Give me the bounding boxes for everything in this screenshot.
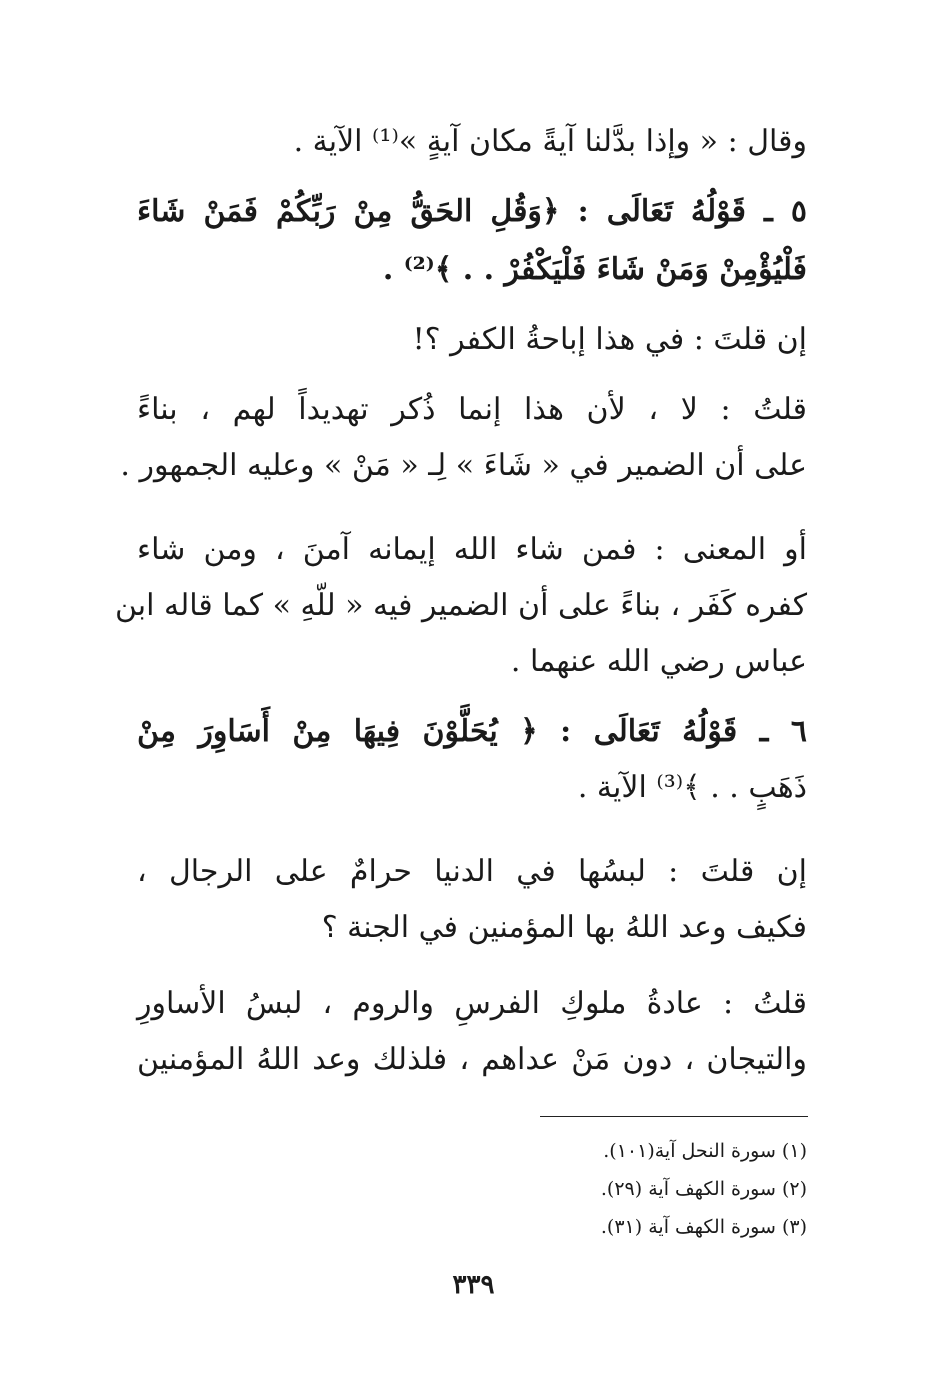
verse-heading-6-line-1: ٦ ـ قَوْلُهُ تَعَالَى : ﴿ يُحَلَّوْنَ فِيهَا مِنْ أَسَاوِرَ مِنْ xyxy=(137,714,807,749)
meaning-line-1: أو المعنى : فمن شاء الله إيمانه آمنَ ، ومن شاء xyxy=(137,532,807,567)
meaning-line-2: كفره كَفَر ، بناءً على أن الضمير فيه « للّهِ » كما قاله ابن xyxy=(114,588,807,623)
footnote-divider xyxy=(540,1116,808,1117)
answer-line-1: قلتُ : لا ، لأن هذا إنما ذُكر تهديداً لهم ، بناءً xyxy=(137,392,807,427)
verse-heading-6-line-2: ذَهَبٍ . . ﴾⁽³⁾ الآية . xyxy=(577,770,807,805)
answer-2-line-1: قلتُ : عادةُ ملوكِ الفرسِ والروم ، لبسُ الأساورِ xyxy=(137,986,807,1021)
verse-heading-5-line-1: ٥ ـ قَوْلُهُ تَعَالَى : ﴿وَقُلِ الحَقُّ مِنْ رَبِّكُمْ فَمَنْ شَاءَ xyxy=(137,194,807,229)
question-2-line-1: إن قلتَ : لبسُها في الدنيا حرامٌ على الرجال ، xyxy=(137,854,807,889)
text-line-1: وقال : « وإذا بدَّلنا آيةً مكان آيةٍ »⁽¹⁾ الآية . xyxy=(293,124,807,159)
answer-2-line-2: والتيجان ، دون مَنْ عداهم ، فلذلك وعد اللهُ المؤمنين xyxy=(137,1042,807,1077)
footnote-2: (٢) سورة الكهف آية (٢٩). xyxy=(600,1178,807,1200)
answer-line-2: على أن الضمير في « شَاءَ » لِـ « مَنْ » وعليه الجمهور . xyxy=(120,448,807,483)
footnote-3: (٣) سورة الكهف آية (٣١). xyxy=(600,1216,807,1238)
verse-heading-5-line-2: فَلْيُؤْمِنْ وَمَنْ شَاءَ فَلْيَكْفُرْ . . ﴾⁽²⁾ . xyxy=(382,252,807,287)
question-2-line-2: فكيف وعد اللهُ بها المؤمنين في الجنة ؟ xyxy=(321,910,807,945)
page-number: ٣٣٩ xyxy=(452,1270,495,1300)
meaning-line-3: عباس رضي الله عنهما . xyxy=(510,644,807,679)
question-line-1: إن قلتَ : في هذا إباحةُ الكفر ؟! xyxy=(412,322,807,357)
footnote-1: (١) سورة النحل آية(١٠١). xyxy=(603,1140,807,1162)
